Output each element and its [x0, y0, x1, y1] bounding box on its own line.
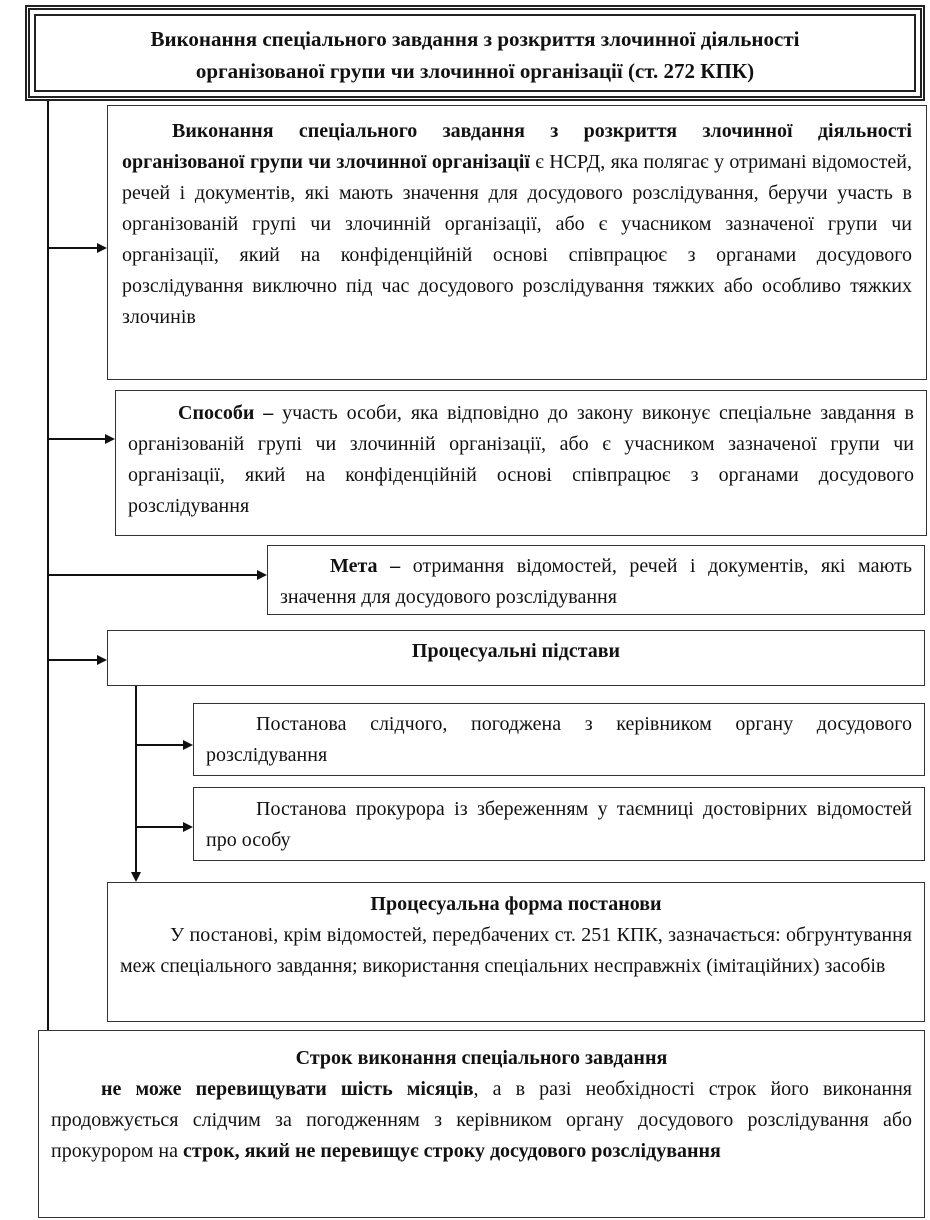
grounds-connector-line [135, 686, 137, 872]
ground-item-2-text: Постанова прокурора із збереженням у таємниці достовірних відомостей про особу [206, 798, 912, 851]
grounds-box [107, 630, 925, 686]
arrow-to-ground-2-head [183, 822, 193, 832]
form-text: У постанові, крім відомостей, передбачених ст. 251 КПК, зазначається: обгрунтування меж спеціального завдання; використання спеціальних несправжніх (імітаційних) засобів [120, 924, 912, 977]
form-title: Процесуальна форма постанови [370, 893, 662, 915]
goal-term: Мета – [330, 555, 401, 577]
methods-term: Способи – [178, 402, 274, 424]
arrow-to-grounds-head [97, 655, 107, 665]
methods-text: участь особи, яка відповідно до закону виконує спеціальне завдання в організованій групі чи злочинній організації, або є учасником зазначеної групи чи організації, який на конфіденційній основі співпрацює з органами досудового розслідування [128, 402, 914, 517]
term-extension-bold: строк, який не перевищує строку досудового розслідування [183, 1140, 721, 1162]
goal-text: отримання відомостей, речей і документів, які мають значення для досудового розслідування [280, 555, 912, 608]
arrow-to-ground-1-line [136, 744, 184, 746]
arrow-to-definition-line [48, 247, 98, 249]
term-paragraph [51, 1074, 912, 1167]
methods-box [115, 390, 927, 536]
term-limit-bold: не може перевищувати шість місяців [101, 1078, 474, 1100]
arrow-to-form-head [131, 872, 141, 882]
title-line-1: Виконання спеціального завдання з розкриття злочинної діяльності [150, 27, 800, 51]
ground-item-1-text: Постанова слідчого, погоджена з керівником органу досудового розслідування [206, 713, 912, 766]
arrow-to-goal-head [257, 570, 267, 580]
ground-item-2-box [193, 787, 925, 861]
arrow-to-ground-2-line [136, 826, 184, 828]
goal-box [267, 545, 925, 615]
arrow-to-goal-line [48, 574, 258, 576]
form-box [107, 882, 925, 1022]
arrow-to-grounds-line [48, 659, 98, 661]
term-text: , а в разі необхідності строк його виконання продовжується слідчим за погодженням з керівником органу досудового розслідування або прокурором на [51, 1078, 913, 1162]
term-box [38, 1030, 925, 1218]
arrow-to-methods-line [48, 438, 106, 440]
ground-item-1-box [193, 703, 925, 776]
arrow-to-definition-head [97, 243, 107, 253]
title-box [25, 5, 925, 101]
definition-box [107, 105, 927, 380]
definition-term: Виконання спеціального завдання з розкриття злочинної діяльності організованої групи чи злочинної організації [122, 120, 912, 173]
main-connector-line [47, 101, 49, 1030]
definition-text: є НСРД, яка полягає у отримані відомостей, речей і документів, які мають значення для досудового розслідування, беручи участь в організованій групі чи злочинній організації, або є учасником зазначеної групи чи організації, який на конфіденційній основі співпрацює з органами досудового розслідування виключно під час досудового розслідування тяжких або особливо тяжких злочинів [122, 151, 913, 328]
term-title: Строк виконання спеціального завдання [295, 1047, 668, 1069]
title-line-2: організованої групи чи злочинної організації (ст. 272 КПК) [195, 59, 755, 83]
grounds-title: Процесуальні підстави [411, 640, 621, 662]
arrow-to-ground-1-head [183, 740, 193, 750]
arrow-to-methods-head [105, 434, 115, 444]
